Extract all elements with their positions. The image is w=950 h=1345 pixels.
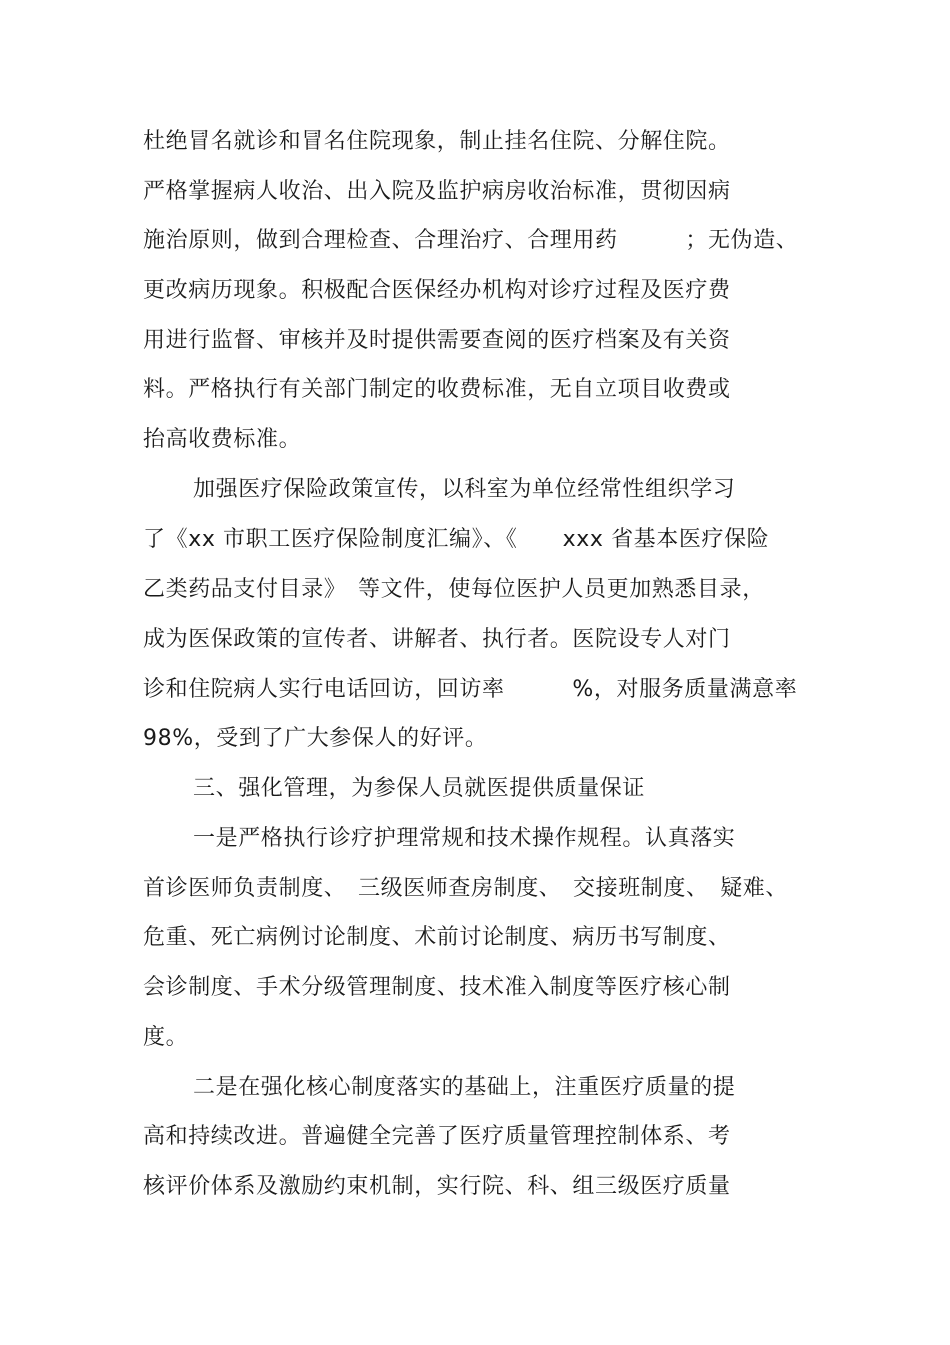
text-line: 料。严格执行有关部门制定的收费标准，无自立项目收费或 [143, 377, 731, 402]
text-line: 加强医疗保险政策宣传，以科室为单位经常性组织学习 [193, 477, 736, 502]
text-line: 度。 [143, 1025, 189, 1050]
text-line: 会诊制度、手术分级管理制度、技术准入制度等医疗核心制 [143, 975, 731, 1000]
text-line: 严格掌握病人收治、出入院及监护病房收治标准，贯彻因病 [143, 179, 731, 204]
text-line: 杜绝冒名就诊和冒名住院现象，制止挂名住院、分解住院。 [143, 129, 731, 154]
text-line: 成为医保政策的宣传者、讲解者、执行者。医院设专人对门 [143, 627, 731, 652]
text-line: 98%，受到了广大参保人的好评。 [143, 726, 488, 751]
text-line: 一是严格执行诊疗护理常规和技术操作规程。认真落实 [193, 826, 736, 851]
section-heading: 三、强化管理，为参保人员就医提供质量保证 [193, 776, 646, 801]
text-line: 更改病历现象。积极配合医保经办机构对诊疗过程及医疗费 [143, 278, 731, 303]
text-line: 乙类药品支付目录》 等文件，使每位医护人员更加熟悉目录， [143, 577, 765, 602]
text-line: 诊和住院病人实行电话回访，回访率 %，对服务质量满意率 [143, 677, 798, 702]
text-line: 首诊医师负责制度、 三级医师查房制度、 交接班制度、 疑难、 [143, 876, 789, 901]
text-line: 了《xx 市职工医疗保险制度汇编》、《 xxx 省基本医疗保险 [143, 527, 770, 552]
text-line: 危重、死亡病例讨论制度、术前讨论制度、病历书写制度、 [143, 925, 731, 950]
text-line: 用进行监督、审核并及时提供需要查阅的医疗档案及有关资 [143, 328, 731, 353]
text-line: 核评价体系及激励约束机制，实行院、科、组三级医疗质量 [143, 1174, 731, 1199]
text-line: 抬高收费标准。 [143, 427, 302, 452]
text-line: 高和持续改进。普遍健全完善了医疗质量管理控制体系、考 [143, 1124, 731, 1149]
text-line: 施治原则，做到合理检查、合理治疗、合理用药 ；无伪造、 [143, 228, 799, 253]
text-line: 二是在强化核心制度落实的基础上，注重医疗质量的提 [193, 1075, 736, 1100]
